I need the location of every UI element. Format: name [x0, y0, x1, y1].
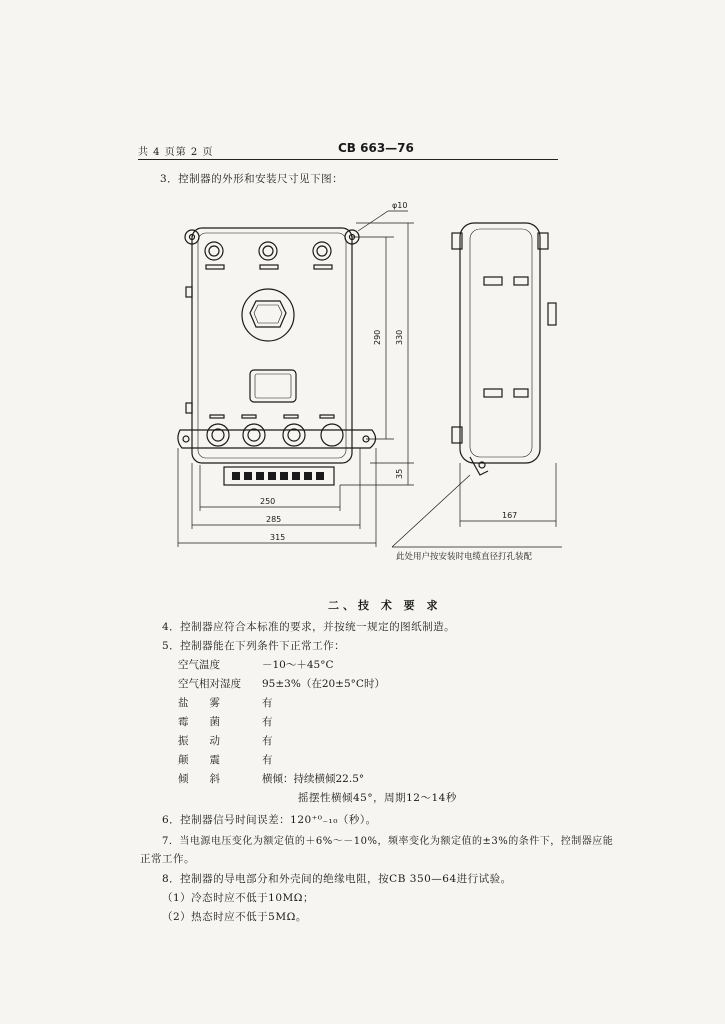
button-1 — [207, 424, 229, 446]
lamp-3 — [313, 242, 331, 260]
dim-315: 315 — [270, 533, 286, 542]
item-8-2: （2）热态时应不低于5MΩ。 — [162, 911, 307, 923]
item-6: 6．控制器信号时间误差：120⁺⁰₋₁₀（秒）。 — [162, 814, 377, 826]
dim-hole: φ10 — [392, 201, 408, 210]
side-body — [460, 223, 540, 463]
button-4 — [321, 424, 343, 446]
dim-250: 250 — [260, 497, 276, 506]
cond-value-7: 横倾：持续横倾22.5° — [262, 773, 365, 785]
cond-label-5: 振 动 — [178, 735, 220, 747]
dim-35: 35 — [395, 468, 404, 479]
cond-value-2: 95±3%（在20±5°C时） — [262, 678, 385, 690]
front-body — [192, 228, 352, 463]
selector-knob-housing — [242, 289, 294, 341]
dim-290: 290 — [373, 329, 382, 345]
item-7-line-2: 正常工作。 — [140, 853, 195, 865]
item-3: 3．控制器的外形和安装尺寸见下图： — [160, 173, 344, 185]
item-8-1: （1）冷态时应不低于10MΩ； — [162, 892, 314, 904]
cond-value-4: 有 — [262, 716, 273, 728]
cable-hole-note: 此处用户按安装时电缆直径打孔装配 — [396, 552, 533, 562]
item-8: 8．控制器的导电部分和外壳间的绝缘电阻，按CB 350—64进行试验。 — [162, 873, 512, 885]
cond-label-7: 倾 斜 — [178, 773, 220, 785]
button-2 — [243, 424, 265, 446]
lamp-1 — [205, 242, 223, 260]
cond-value-1: －10～＋45°C — [262, 659, 334, 671]
dim-330: 330 — [395, 329, 404, 345]
cond-value-6: 有 — [262, 754, 273, 766]
standard-code: CB 663—76 — [338, 141, 414, 155]
dim-285: 285 — [266, 515, 282, 524]
section-title: 二、技 术 要 求 — [328, 599, 442, 612]
item-5: 5．控制器能在下列条件下正常工作： — [162, 640, 346, 652]
cond-label-4: 霉 菌 — [178, 716, 220, 728]
page-info: 共 4 页第 2 页 — [138, 147, 214, 158]
cond-label-3: 盐 雾 — [178, 697, 220, 709]
cond-value-3: 有 — [262, 697, 273, 709]
cond-label-1: 空气温度 — [178, 659, 220, 671]
cond-label-2: 空气相对湿度 — [178, 678, 241, 690]
item-7-line-1: 7．当电源电压变化为额定值的＋6%～－10%，频率变化为额定值的±3%的条件下，控制器应能 — [162, 836, 614, 847]
dim-167: 167 — [502, 511, 518, 520]
header-rule — [138, 159, 558, 160]
button-3 — [283, 424, 305, 446]
lamp-2 — [259, 242, 277, 260]
side-knob — [548, 303, 556, 325]
cond-value-5: 有 — [262, 735, 273, 747]
cond-label-6: 颠 震 — [178, 754, 220, 766]
tilt-extra: 摇摆性横倾45°，周期12～14秒 — [298, 792, 457, 804]
item-4: 4．控制器应符合本标准的要求，并按统一规定的图纸制造。 — [162, 621, 456, 633]
display-window — [250, 370, 296, 402]
controller-outline-drawing — [170, 195, 580, 570]
